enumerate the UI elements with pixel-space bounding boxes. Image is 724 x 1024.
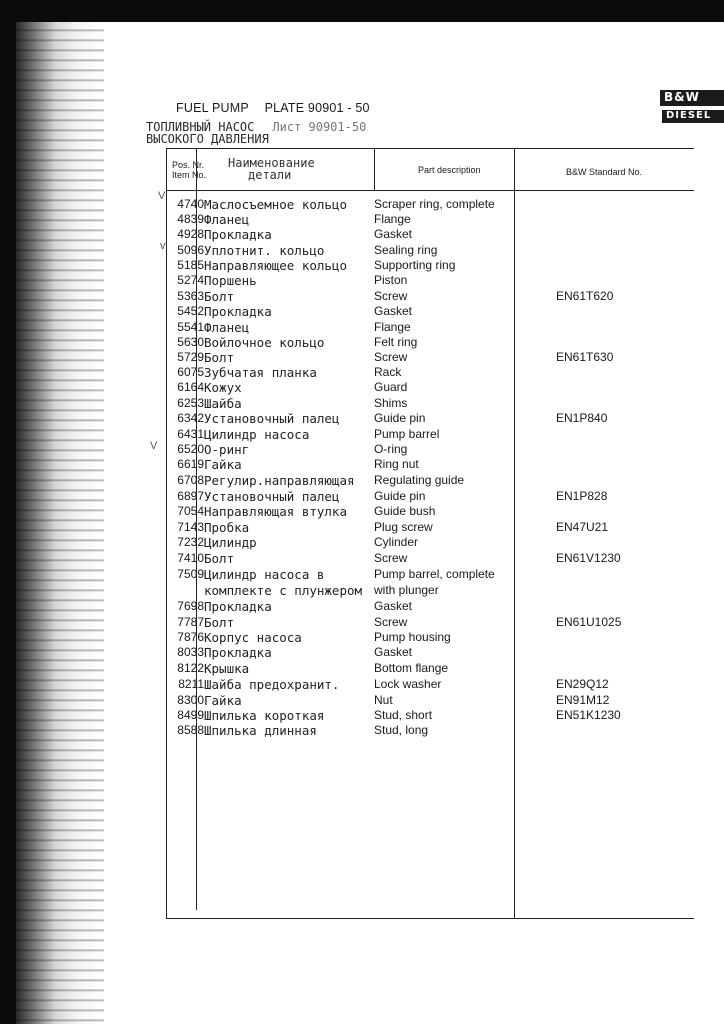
part-description: Regulating guide <box>374 473 465 487</box>
table-row <box>0 645 724 660</box>
part-name-ru: Регулир.направляющая <box>204 473 355 488</box>
pos-number: 6164 <box>177 380 204 394</box>
part-name-ru: Болт <box>204 551 235 566</box>
table-row <box>0 304 724 319</box>
table-row <box>0 504 724 519</box>
part-description: Screw <box>374 350 408 364</box>
part-description: Screw <box>374 615 408 629</box>
table-row <box>0 320 724 335</box>
part-description: Gasket <box>374 227 413 241</box>
table-row <box>0 723 724 738</box>
table-row <box>0 335 724 350</box>
part-name-ru: Болт <box>204 289 235 304</box>
part-description: Rack <box>374 365 402 379</box>
part-name-ru: Шпилька короткая <box>204 708 325 723</box>
table-row <box>0 442 724 457</box>
part-name-ru: Установочный палец <box>204 411 340 426</box>
pos-number: 7410 <box>177 551 204 565</box>
part-description: Pump barrel <box>374 427 440 441</box>
part-name-ru: Гайка <box>204 693 242 708</box>
header-name-ru: Наименование детали <box>228 156 315 182</box>
pos-number: 8588 <box>177 723 204 737</box>
table-row <box>0 212 724 227</box>
part-description: Felt ring <box>374 335 418 349</box>
pos-number: 7232 <box>177 535 204 549</box>
part-description: Ring nut <box>374 457 419 471</box>
part-name-ru: Пробка <box>204 520 250 535</box>
table-bottom-rule <box>166 918 694 919</box>
pos-number: 6619 <box>177 457 204 471</box>
table-row <box>0 289 724 304</box>
table-row <box>0 411 724 426</box>
part-description: Lock washer <box>374 677 442 691</box>
pos-number: 7054 <box>177 504 204 518</box>
sheet-number-ru: Лист 90901-50 <box>272 120 367 134</box>
pos-number: 5363 <box>177 289 204 303</box>
part-description: Piston <box>374 273 408 287</box>
table-row <box>0 708 724 723</box>
part-description: Guide pin <box>374 489 426 503</box>
pos-number: 5096 <box>177 243 204 257</box>
part-name-ru: Болт <box>204 615 235 630</box>
check-mark: V <box>150 440 158 452</box>
pos-number: 5541 <box>177 320 204 334</box>
part-name-ru: Войлочное кольцо <box>204 335 325 350</box>
part-name-ru: Прокладка <box>204 227 272 242</box>
part-name-ru: Гайка <box>204 457 242 472</box>
table-row <box>0 227 724 242</box>
pos-number: 4839 <box>177 212 204 226</box>
table-row <box>0 693 724 708</box>
part-name-ru: Шпилька длинная <box>204 723 317 738</box>
part-name-ru: Шайба <box>204 396 242 411</box>
part-name-ru: Фланец <box>204 212 250 227</box>
part-description: Gasket <box>374 599 413 613</box>
part-description: Flange <box>374 320 411 334</box>
check-mark: V <box>158 190 166 202</box>
table-row <box>0 273 724 288</box>
part-description: Shims <box>374 396 408 410</box>
part-description: Guide pin <box>374 411 426 425</box>
pos-number: 8122 <box>177 661 204 675</box>
manufacturer-stamp <box>656 88 724 128</box>
part-name-ru: ТОПЛИВНЫЙ НАСОС <box>146 120 255 134</box>
page-title-en <box>176 101 382 115</box>
part-description: Gasket <box>374 645 413 659</box>
part-description: Screw <box>374 289 408 303</box>
header-standard-no: B&W Standard No. <box>566 167 643 177</box>
part-description: Nut <box>374 693 393 707</box>
table-row <box>0 396 724 411</box>
part-description: Supporting ring <box>374 258 456 272</box>
part-description: Gasket <box>374 304 413 318</box>
part-name-ru: Направляющая втулка <box>204 504 347 519</box>
standard-number: EN29Q12 <box>556 677 609 691</box>
standard-number: EN61T620 <box>556 289 614 303</box>
col-rule-name <box>374 148 375 190</box>
pos-number: 5274 <box>177 273 204 287</box>
part-name-ru: Поршень <box>204 273 257 288</box>
part-name-ru: Цилиндр насоса в <box>204 567 325 582</box>
part-description: Bottom flange <box>374 661 449 675</box>
part-name-ru: Болт <box>204 350 235 365</box>
part-name-ru: Прокладка <box>204 645 272 660</box>
table-row <box>0 661 724 676</box>
table-row <box>0 350 724 365</box>
stamp-line1: B&W <box>664 90 700 104</box>
pos-number: 7787 <box>177 615 204 629</box>
pos-number: 8499 <box>177 708 204 722</box>
part-description: Cylinder <box>374 535 419 549</box>
part-name-ru: Направляющее кольцо <box>204 258 347 273</box>
table-row <box>0 535 724 550</box>
pos-number: 4928 <box>177 227 204 241</box>
pos-number: 4740 <box>177 197 204 211</box>
part-name-ru: Маслосъемное кольцо <box>204 197 347 212</box>
pos-number: 8033 <box>177 645 204 659</box>
pos-number: 5452 <box>177 304 204 318</box>
part-description: Screw <box>374 551 408 565</box>
plate-number: PLATE 90901 - 50 <box>264 101 370 115</box>
part-name-ru: О-ринг <box>204 442 250 457</box>
standard-number: EN61U1025 <box>556 615 622 629</box>
pos-number: 6075 <box>177 365 204 379</box>
scan-border-top <box>0 0 724 22</box>
pos-number: 5185 <box>177 258 204 272</box>
table-row <box>0 258 724 273</box>
table-row <box>0 473 724 488</box>
pos-number: 6342 <box>177 411 204 425</box>
part-name-ru: Зубчатая планка <box>204 365 317 380</box>
part-description: Stud, long <box>374 723 429 737</box>
part-name: FUEL PUMP <box>176 101 249 115</box>
pos-number: 5630 <box>177 335 204 349</box>
table-row <box>0 615 724 630</box>
part-name-ru: Шайба предохранит. <box>204 677 340 692</box>
part-name-ru: Цилиндр <box>204 535 257 550</box>
pos-number: 6708 <box>177 473 204 487</box>
page-title-ru-line2: ВЫСОКОГО ДАВЛЕНИЯ <box>146 132 269 146</box>
pos-number: 6431 <box>177 427 204 441</box>
standard-number: EN61T630 <box>556 350 614 364</box>
part-description: Stud, short <box>374 708 433 722</box>
part-description: Flange <box>374 212 411 226</box>
part-description: with plunger <box>374 583 439 597</box>
table-row <box>0 427 724 442</box>
standard-number: EN61V1230 <box>556 551 621 565</box>
table-row <box>0 567 724 582</box>
table-row <box>0 489 724 504</box>
part-description: Pump barrel, complete <box>374 567 495 581</box>
pos-number: 7143 <box>177 520 204 534</box>
table-top-rule <box>166 148 694 149</box>
header-part-description: Part description <box>418 165 481 175</box>
part-name-ru: Уплотнит. кольцо <box>204 243 325 258</box>
pos-number: 6520 <box>177 442 204 456</box>
standard-number: EN1P840 <box>556 411 608 425</box>
part-name-ru: Прокладка <box>204 599 272 614</box>
table-row <box>0 583 724 598</box>
table-row <box>0 677 724 692</box>
table-row <box>0 457 724 472</box>
pos-number: 7509 <box>177 567 204 581</box>
part-name-ru: Корпус насоса <box>204 630 302 645</box>
pos-number: 6253 <box>177 396 204 410</box>
check-mark: v <box>160 240 166 252</box>
part-description: Guide bush <box>374 504 436 518</box>
pos-number: 7698 <box>177 599 204 613</box>
standard-number: EN47U21 <box>556 520 609 534</box>
part-name-ru: Кожух <box>204 380 242 395</box>
table-row <box>0 551 724 566</box>
pos-number: 8211 <box>178 677 204 691</box>
part-description: O-ring <box>374 442 408 456</box>
table-row <box>0 520 724 535</box>
pos-number: 5729 <box>177 350 204 364</box>
part-name-ru: Цилиндр насоса <box>204 427 310 442</box>
standard-number: EN51K1230 <box>556 708 621 722</box>
table-row <box>0 380 724 395</box>
table-row <box>0 197 724 212</box>
table-row <box>0 365 724 380</box>
part-description: Sealing ring <box>374 243 438 257</box>
standard-number: EN91M12 <box>556 693 610 707</box>
part-description: Pump housing <box>374 630 451 644</box>
part-name-ru: комплекте с плунжером <box>204 583 363 598</box>
part-description: Scraper ring, complete <box>374 197 495 211</box>
table-row <box>0 599 724 614</box>
part-description: Guard <box>374 380 408 394</box>
part-name-ru: Фланец <box>204 320 250 335</box>
part-name-ru: Прокладка <box>204 304 272 319</box>
part-name-ru: Установочный палец <box>204 489 340 504</box>
table-row <box>0 630 724 645</box>
header-pos: Pos. Nr. Item No. <box>172 160 207 180</box>
stamp-line2: DIESEL <box>666 110 712 121</box>
part-description: Plug screw <box>374 520 433 534</box>
pos-number: 6897 <box>177 489 204 503</box>
standard-number: EN1P828 <box>556 489 608 503</box>
pos-number: 8300 <box>177 693 204 707</box>
table-header-rule <box>166 190 694 191</box>
part-name-ru: Крышка <box>204 661 250 676</box>
table-row <box>0 243 724 258</box>
pos-number: 7876 <box>177 630 204 644</box>
